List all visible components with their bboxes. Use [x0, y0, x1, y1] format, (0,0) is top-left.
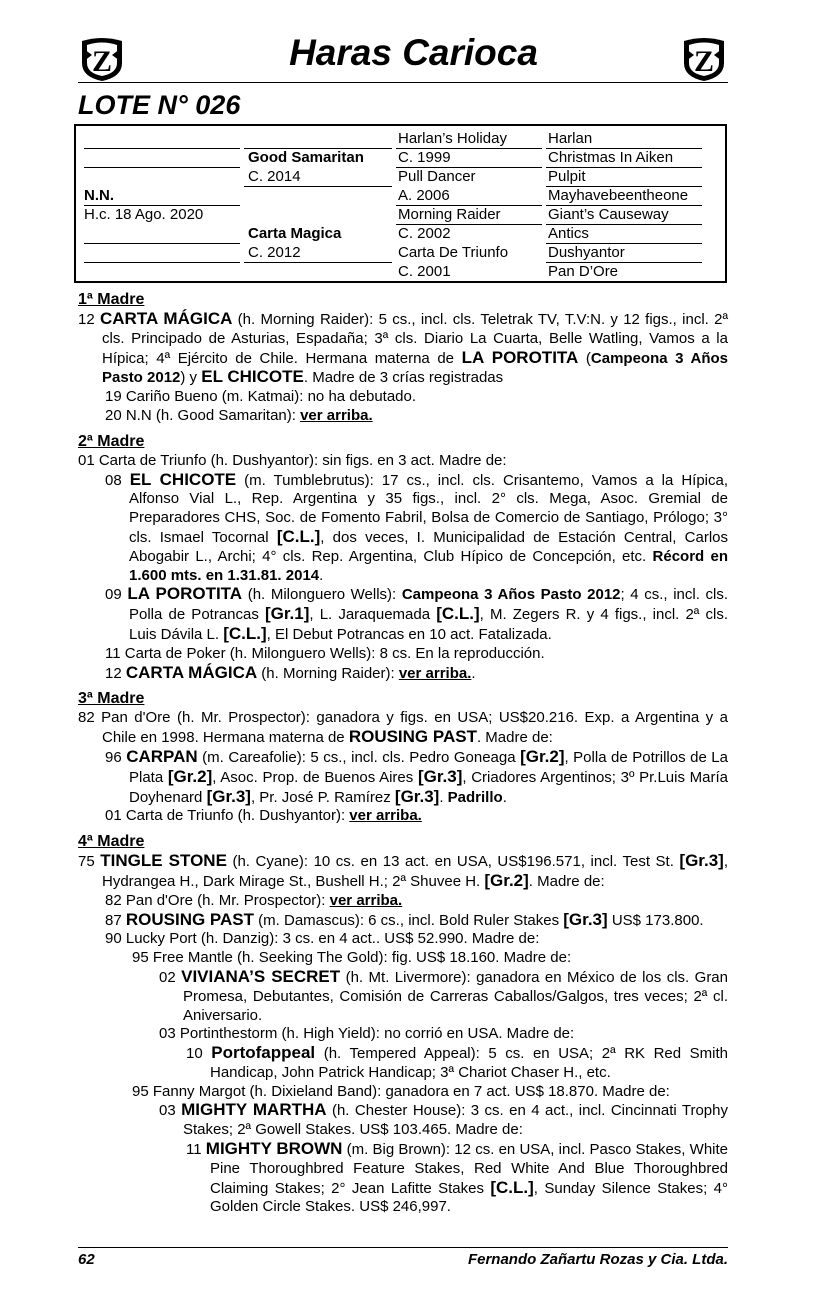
pedigree-cell: Carta De Triunfo — [398, 244, 509, 261]
horse-name: EL CHICOTE — [201, 367, 304, 387]
see-above-link[interactable]: ver arriba. — [398, 664, 472, 682]
produce-entry: 02 VIVIANA’S SECRET (h. Mt. Livermore): ganadora en México de los cls. Gran Promesa, Debutantes, Comisión de Carreras Caballos/Galgos, tres veces; 2ª cl. Aniversario. — [159, 966, 728, 1024]
horse-name: MIGHTY BROWN — [205, 1139, 343, 1159]
produce-entry: 96 CARPAN (m. Careafolie): 5 cs., incl. cls. Pedro Goneaga [Gr.2], Polla de Potrillos de La Plata [Gr.2], Asoc. Prop. de Buenos Aires [Gr.3], Criadores Argentinos; 3º Pr.Luis María Doyhenard [Gr.3], Pr. José P. Ramírez [Gr.3]. Padrillo. — [105, 746, 728, 806]
pedigree-cell: Pulpit — [548, 168, 586, 185]
pedigree-cell: C. 2001 — [398, 263, 451, 280]
horse-name: LA POROTITA — [461, 347, 579, 367]
pedigree-row — [84, 225, 720, 244]
produce-entry: 90 Lucky Port (h. Danzig): 3 cs. en 4 act.. US$ 52.990. Madre de: — [105, 930, 540, 948]
dam-entry: 01 Carta de Triunfo (h. Dushyantor): sin figs. en 3 act. Madre de: — [78, 451, 507, 469]
pedigree-row — [84, 149, 720, 168]
pedigree-cell: Dushyantor — [548, 244, 625, 261]
footer-rule — [78, 1247, 728, 1248]
footer-company: Fernando Zañartu Rozas y Cia. Ltda. — [467, 1251, 728, 1268]
horse-name: LA POROTITA — [127, 584, 243, 604]
section-heading-first-dam: 1ª Madre — [78, 291, 145, 308]
dam-entry: 75 TINGLE STONE (h. Cyane): 10 cs. en 13 act. en USA, US$196.571, incl. Test St. [Gr.3], Hydrangea H., Dark Mirage St., Bushell H.; 2ª Shuvee H. [Gr.2]. Madre de: — [78, 851, 728, 890]
produce-entry: 95 Fanny Margot (h. Dixieland Band): ganadora en 7 act. US$ 18.870. Madre de: — [132, 1082, 670, 1100]
pedigree-cell: C. 1999 — [398, 149, 451, 166]
produce-entry: 19 Cariño Bueno (m. Katmai): no ha debutado. — [105, 388, 417, 406]
pedigree-cell: Morning Raider — [398, 206, 501, 223]
dam-entry: 12 CARTA MÁGICA (h. Morning Raider): 5 cs., incl. cls. Teletrak TV, T.V:N. y 12 figs., incl. 2ª cls. Principado de Asturias, Espadaña; 3ª cls. Diario La Cuarta, Belle Watling, Vamos a la Hípica; 4ª Ejército de Chile. Hermana materna de LA POROTITA (Campeona 3 Años Pasto 2012) y EL CHICOTE. Madre de 3 crías registradas — [78, 309, 729, 387]
horse-name: ROUSING PAST — [348, 727, 477, 747]
see-above-link[interactable]: ver arriba. — [349, 807, 422, 825]
produce-entry: 11 Carta de Poker (h. Milonguero Wells): 8 cs. En la reproducción. — [105, 644, 545, 662]
horse-name: N.N. — [84, 187, 114, 204]
horse-name: EL CHICOTE — [129, 469, 237, 489]
dam-name: Carta Magica — [248, 225, 342, 242]
pedigree-row — [84, 187, 720, 206]
lot-description — [78, 290, 728, 1217]
produce-entry: 20 N.N (h. Good Samaritan): ver arriba. — [105, 406, 373, 424]
page-title: Haras Carioca — [289, 32, 538, 73]
produce-entry: 03 MIGHTY MARTHA (h. Chester House): 3 cs. en 4 act., incl. Cincinnati Trophy Stakes; 2ª Gowell Stakes. US$ 103.465. Madre de: — [159, 1100, 728, 1139]
produce-entry: 03 Portinthestorm (h. High Yield): no corrió en USA. Madre de: — [159, 1025, 575, 1043]
pedigree-row — [84, 168, 720, 187]
produce-entry: 10 Portofappeal (h. Tempered Appeal): 5 cs. en USA; 2ª RK Red Smith Handicap, John Patrick Handicap; 3ª Chariot Chaser H., etc. — [186, 1043, 728, 1081]
pedigree-cell: C. 2014 — [248, 168, 301, 185]
horse-name: CARTA MÁGICA — [125, 662, 258, 682]
haras-logo-icon — [680, 33, 728, 83]
produce-entry: 11 MIGHTY BROWN (m. Big Brown): 12 cs. en USA, incl. Pasco Stakes, White Pine Thoroughbred Feature Stakes, Red White And Blue Thoroughbred Claiming Stakes; 2° Jean Lafitte Stakes [C.L.], Sunday Silence Stakes; 4° Golden Circle Stakes. US$ 246,997. — [186, 1139, 729, 1216]
horse-name: ROUSING PAST — [125, 909, 254, 929]
section-heading-fourth-dam: 4ª Madre — [78, 833, 145, 851]
header-rule — [78, 82, 728, 83]
see-above-link[interactable]: ver arriba. — [329, 891, 403, 909]
pedigree-row — [84, 244, 720, 263]
produce-entry: 08 EL CHICOTE (m. Tumblebrutus): 17 cs., incl. cls. Crisantemo, Vamos a la Hípica, Alfonso Vial L., Rep. Argentina y 35 figs., incl. 2° cls. Mega, Asoc. Gremial de Preparadores CHS, Soc. de Fomento Fabril, Bolsa de Comercio de Santiago, Prólogo; 3° cls. Ismael Tocornal [C.L.], dos veces, I. Municipalidad de Estación Central, Carlos Abogabir L., Archi; 4° cls. Rep. Argentina, Club Hípico de Concepción, etc. Récord en 1.600 mts. en 1.31.81. 2014. — [105, 469, 729, 584]
pedigree-cell: Harlan’s Holiday — [398, 130, 507, 147]
produce-entry: 09 LA POROTITA (h. Milonguero Wells): Campeona 3 Años Pasto 2012; 4 cs., incl. cls. Polla de Potrancas [Gr.1], L. Jaraquemada [C.L.], M. Zegers R. y 4 figs., incl. 2ª cls. Luis Dávila L. [C.L.], El Debut Potrancas en 10 act. Fatalizada. — [105, 584, 728, 643]
pedigree-cell: A. 2006 — [398, 187, 450, 204]
horse-name: TINGLE STONE — [100, 851, 227, 871]
pedigree-row — [84, 130, 720, 149]
pedigree-cell: Pull Dancer — [398, 168, 476, 185]
pedigree-cell: Pan D’Ore — [548, 263, 619, 280]
horse-name: CARTA MÁGICA — [99, 309, 233, 328]
lot-number: LOTE N° 026 — [78, 90, 241, 120]
produce-entry: 82 Pan d'Ore (h. Mr. Prospector): ver arriba. — [105, 891, 403, 909]
produce-entry: 12 CARTA MÁGICA (h. Morning Raider): ver arriba.. — [105, 662, 476, 682]
section-heading-second-dam: 2ª Madre — [78, 432, 145, 450]
pedigree-cell: Harlan — [548, 130, 593, 147]
pedigree-cell: Mayhavebeentheone — [548, 187, 689, 204]
produce-entry: 01 Carta de Triunfo (h. Dushyantor): ver arriba. — [105, 807, 422, 825]
pedigree-row — [84, 263, 720, 282]
pedigree-cell: C. 2012 — [248, 244, 301, 261]
svg-text:Z: Z — [91, 45, 113, 78]
sire-name: Good Samaritan — [248, 149, 364, 166]
horse-name: Portofappeal — [211, 1043, 316, 1063]
pedigree-cell: C. 2002 — [398, 225, 451, 242]
pedigree-cell: Giant’s Causeway — [548, 206, 669, 223]
see-above-link[interactable]: ver arriba. — [300, 406, 373, 424]
pedigree-cell: Christmas In Aiken — [548, 149, 674, 166]
horse-birth: H.c. 18 Ago. 2020 — [84, 206, 204, 223]
produce-entry: 95 Free Mantle (h. Seeking The Gold): fig. US$ 18.160. Madre de: — [132, 949, 572, 967]
pedigree-cell: Antics — [548, 225, 589, 242]
horse-name: VIVIANA’S SECRET — [181, 966, 341, 986]
produce-entry: 87 ROUSING PAST (m. Damascus): 6 cs., incl. Bold Ruler Stakes [Gr.3] US$ 173.800. — [105, 909, 704, 929]
horse-name: MIGHTY MARTHA — [181, 1100, 327, 1120]
horse-name: CARPAN — [126, 746, 198, 766]
page-number: 62 — [78, 1251, 95, 1268]
section-heading-third-dam: 3ª Madre — [78, 690, 145, 708]
dam-entry: 82 Pan d'Ore (h. Mr. Prospector): ganadora y figs. en USA; US$20.216. Exp. a Argentina y a Chile en 1998. Hermana materna de ROUSING PAST. Madre de: — [78, 709, 728, 747]
pedigree-row — [84, 206, 720, 225]
svg-text:Z: Z — [693, 45, 715, 78]
pedigree-table — [74, 124, 727, 283]
